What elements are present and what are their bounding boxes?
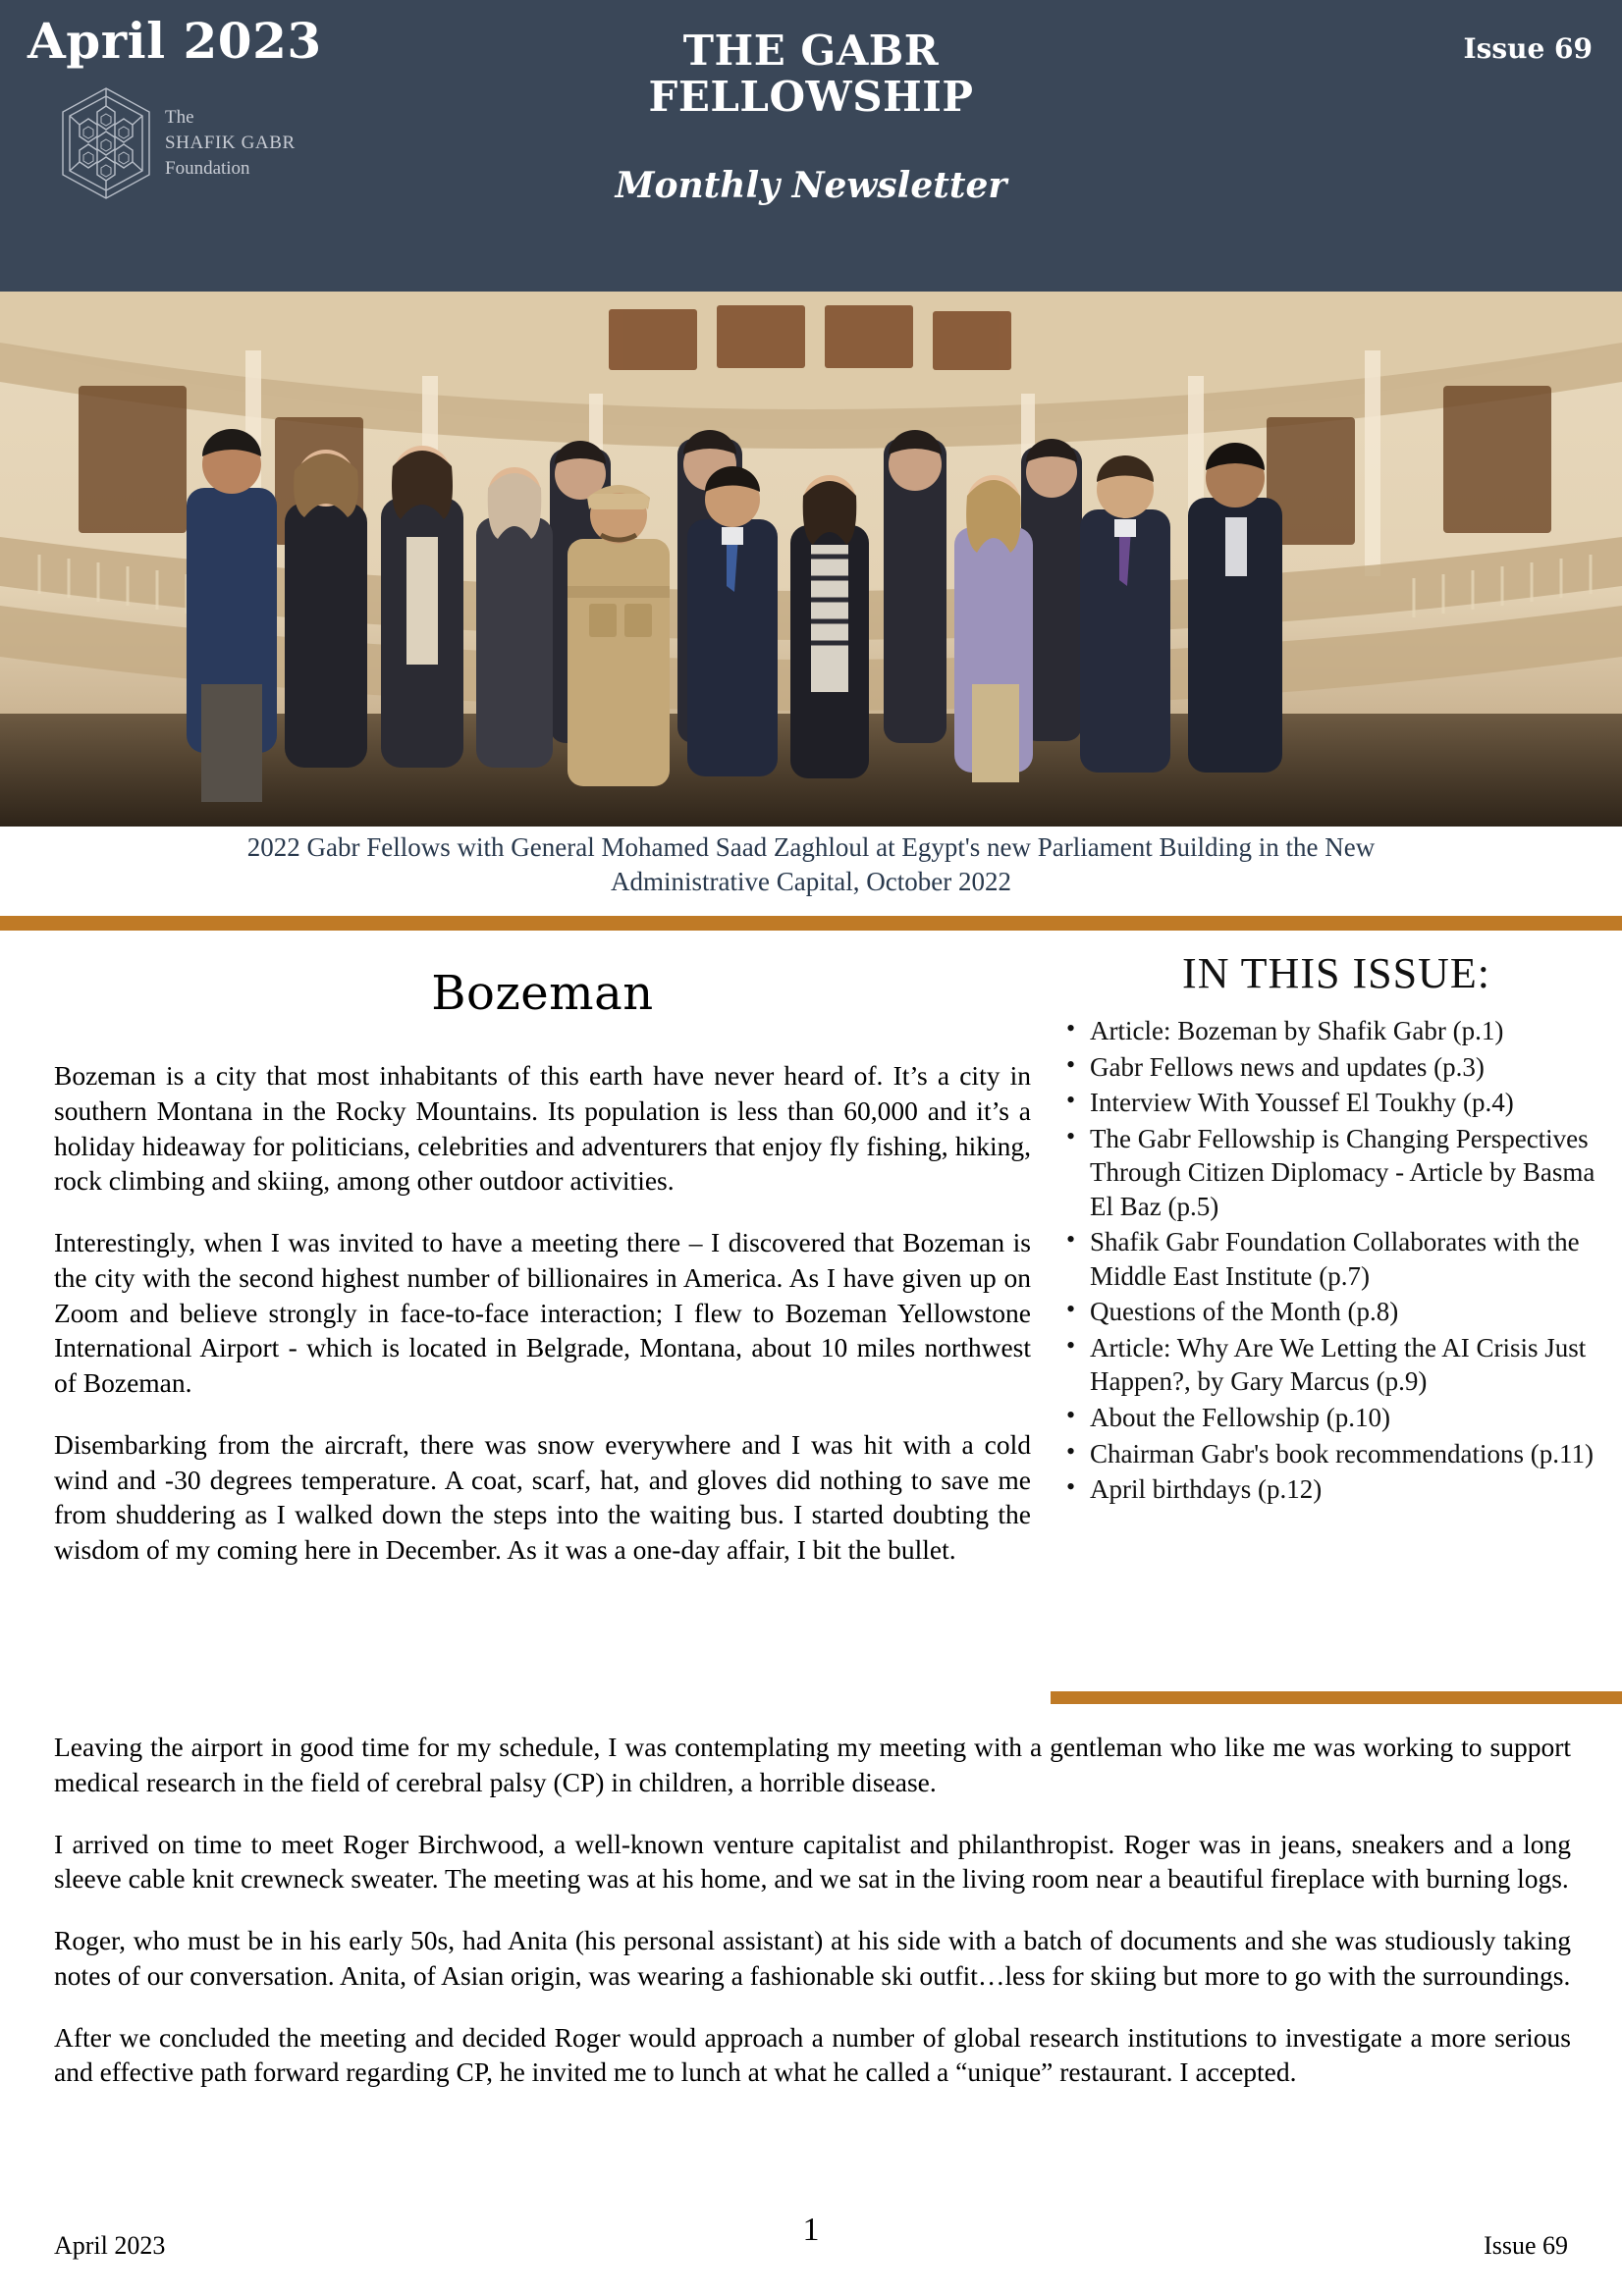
article-paragraph: Leaving the airport in good time for my schedule, I was contemplating my meeting with a gentleman who like me was working to support medical research in the field of cerebral palsy (CP) in children, a horrible disease. bbox=[54, 1732, 1571, 1797]
article-paragraph: Roger, who must be in his early 50s, had Anita (his personal assistant) at his side with a batch of documents and she was studiously taking notes of our conversation. Anita, of Asian origin, was wearing a fashionable ski outfit…less for skiing but more to go with the surroundings. bbox=[54, 1925, 1571, 1991]
in-this-issue-heading: IN THIS ISSUE: bbox=[1182, 949, 1490, 997]
list-item[interactable]: • Interview With Youssef El Toukhy (p.4) bbox=[1051, 1086, 1622, 1120]
in-this-issue-panel bbox=[1051, 948, 1622, 1509]
list-item[interactable]: • About the Fellowship (p.10) bbox=[1051, 1401, 1622, 1435]
article-fullwidth-section bbox=[54, 1730, 1571, 2116]
footer-issue: Issue 69 bbox=[1484, 2231, 1568, 2260]
accent-rule-sidebar-bottom bbox=[1051, 1691, 1622, 1704]
parliament-group-photo-illustration bbox=[0, 292, 1622, 827]
list-item[interactable]: • Article: Bozeman by Shafik Gabr (p.1) bbox=[1051, 1014, 1622, 1048]
foundation-logo-text bbox=[165, 105, 296, 183]
foundation-logo bbox=[61, 84, 385, 202]
newsletter-subtitle: Monthly Newsletter bbox=[615, 165, 1007, 206]
list-item[interactable]: • Article: Why Are We Letting the AI Crisis Just Happen?, by Gary Marcus (p.9) bbox=[1051, 1331, 1622, 1399]
masthead-date: April 2023 bbox=[27, 12, 322, 70]
article-paragraph: Interestingly, when I was invited to have a meeting there – I discovered that Bozeman is the city with the second highest number of billionaires in America. As I have given up on Zoom and believe strongly in face-to-face interaction; I flew to Bozeman Yellowstone International Airport - which is located in Belgrade, Montana, about 10 miles northwest of Bozeman. bbox=[54, 1227, 1031, 1398]
newsletter-title: THE GABR FELLOWSHIP bbox=[648, 27, 974, 122]
article-paragraph: Disembarking from the aircraft, there was snow everywhere and I was hit with a cold wind and -30 degrees temperature. A coat, scarf, hat, and gloves did nothing to save me from shuddering as I walked down the steps into the waiting bus. I started doubting the wisdom of my coming here in December. As it was a one-day affair, I bit the bullet. bbox=[54, 1428, 1031, 1565]
article-column bbox=[54, 966, 1031, 1594]
hero-photo bbox=[0, 292, 1622, 827]
footer-page-number: 1 bbox=[802, 2212, 820, 2248]
article-paragraph: Bozeman is a city that most inhabitants of this earth have never heard of. It’s a city in southern Montana in the Rocky Mountains. Its population is less than 60,000 and it’s a holiday hideaway for politicians, celebrities and adventurers that enjoy fly fishing, hiking, rock climbing and skiing, among other outdoor activities. bbox=[54, 1060, 1031, 1197]
list-item[interactable]: • Questions of the Month (p.8) bbox=[1051, 1295, 1622, 1329]
masthead bbox=[0, 0, 1622, 292]
list-item[interactable]: • Gabr Fellows news and updates (p.3) bbox=[1051, 1050, 1622, 1085]
footer-date: April 2023 bbox=[54, 2231, 166, 2260]
masthead-issue-number: Issue 69 bbox=[1463, 32, 1593, 65]
accent-rule-top bbox=[0, 916, 1622, 931]
article-title: Bozeman bbox=[431, 966, 654, 1021]
list-item[interactable]: • Shafik Gabr Foundation Collaborates with the Middle East Institute (p.7) bbox=[1051, 1225, 1622, 1293]
logo-line-shafik-gabr: SHAFIK GABR bbox=[165, 132, 296, 153]
article-paragraph: I arrived on time to meet Roger Birchwood, a well-known venture capitalist and philanthropist. Roger was in jeans, sneakers and a long sleeve cable knit crewneck sweater. The meeting was at his home, and we sat in the living room near a beautiful fireplace with burning logs. bbox=[54, 1828, 1571, 1895]
hexagon-lattice-icon bbox=[61, 86, 151, 200]
logo-line-foundation: Foundation bbox=[165, 158, 250, 180]
list-item[interactable]: • Chairman Gabr's book recommendations (p.11) bbox=[1051, 1437, 1622, 1471]
list-item[interactable]: • The Gabr Fellowship is Changing Perspectives Through Citizen Diplomacy - Article by Basma El Baz (p.5) bbox=[1051, 1122, 1622, 1224]
hero-caption: 2022 Gabr Fellows with General Mohamed Saad Zaghloul at Egypt's new Parliament Building in the New Administrative Capital, October 2022 bbox=[246, 832, 1376, 897]
article-paragraph: After we concluded the meeting and decided Roger would approach a number of global research institutions to investigate a more serious and effective path forward regarding CP, he invited me to lunch at what he called a “unique” restaurant. I accepted. bbox=[54, 2021, 1571, 2088]
page-footer bbox=[0, 2214, 1622, 2272]
in-this-issue-list bbox=[1051, 1014, 1622, 1507]
list-item[interactable]: • April birthdays (p.12) bbox=[1051, 1472, 1622, 1507]
logo-line-the: The bbox=[165, 106, 194, 128]
